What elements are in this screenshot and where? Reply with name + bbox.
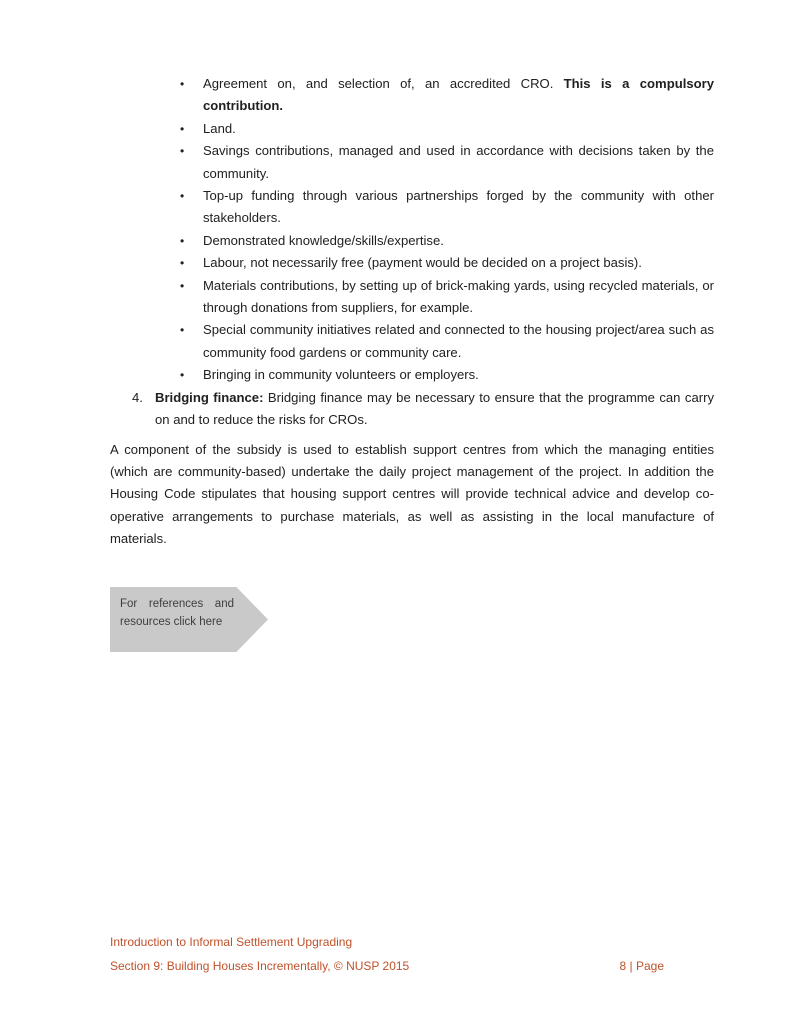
numbered-item-text: Bridging finance may be necessary to ensure that the programme can carry on and to reduce the risks for CROs. bbox=[155, 389, 714, 428]
page-footer bbox=[110, 930, 664, 978]
bullet-text: Savings contributions, managed and used in accordance with decisions taken by the community. bbox=[203, 143, 714, 181]
bullet-marker: • bbox=[180, 121, 185, 136]
bullet-text: Top-up funding through various partnerships forged by the community with other stakeholders. bbox=[203, 188, 714, 226]
bullet-marker: • bbox=[180, 278, 185, 293]
footer-row bbox=[110, 954, 664, 978]
numbered-item-lead: Bridging finance: bbox=[155, 389, 264, 405]
bullet-marker: • bbox=[180, 256, 185, 271]
bullet-marker: • bbox=[180, 323, 185, 338]
bullet-item bbox=[110, 275, 714, 320]
bullet-marker: • bbox=[180, 144, 185, 159]
bullet-text: Bringing in community volunteers or employers. bbox=[203, 367, 479, 383]
bullet-text: Materials contributions, by setting up of brick-making yards, using recycled materials, or through donations from suppliers, for example. bbox=[203, 277, 714, 316]
bullet-marker: • bbox=[180, 368, 185, 383]
bullet-item bbox=[110, 252, 714, 274]
bullet-item bbox=[110, 73, 714, 118]
footer-page-number: 8 | Page bbox=[619, 959, 664, 973]
bullet-text: Land. bbox=[203, 120, 236, 136]
item-number: 4. bbox=[132, 389, 143, 405]
bullet-item bbox=[110, 230, 714, 252]
bullet-item bbox=[110, 319, 714, 364]
numbered-item bbox=[110, 387, 714, 432]
bullet-text: Labour, not necessarily free (payment would be decided on a project basis). bbox=[203, 255, 642, 271]
bullet-text: Demonstrated knowledge/skills/expertise. bbox=[203, 232, 444, 248]
bullet-marker: • bbox=[180, 189, 185, 204]
references-callout[interactable] bbox=[110, 587, 268, 652]
bullet-text: Agreement on, and selection of, an accredited CRO. bbox=[203, 76, 564, 91]
bullet-item bbox=[110, 140, 714, 185]
bullet-marker: • bbox=[180, 233, 185, 248]
references-callout-label[interactable]: For references and resources click here bbox=[120, 598, 234, 628]
bullet-text-bold: This is a compulsory contribution. bbox=[203, 76, 714, 114]
bullet-item bbox=[110, 364, 714, 386]
footer-section-title: Section 9: Building Houses Incrementally, © NUSP 2015 bbox=[110, 959, 410, 973]
body-paragraph: A component of the subsidy is used to establish support centres from which the managing entities (which are community-based) undertake the daily project management of the project. In addition the Housing Code stipulates that housing support centres will provide technical advice and develop co-operative arrangements to purchase materials, as well as assisting in the local manufacture of materials. bbox=[110, 441, 714, 547]
bullet-text: Special community initiatives related and connected to the housing project/area such as community food gardens or community care. bbox=[203, 322, 714, 360]
body-content bbox=[110, 73, 714, 551]
bullet-marker: • bbox=[180, 77, 185, 91]
footer-doc-title: Introduction to Informal Settlement Upgrading bbox=[110, 935, 353, 949]
bullet-item bbox=[110, 118, 714, 140]
bullet-item bbox=[110, 185, 714, 230]
